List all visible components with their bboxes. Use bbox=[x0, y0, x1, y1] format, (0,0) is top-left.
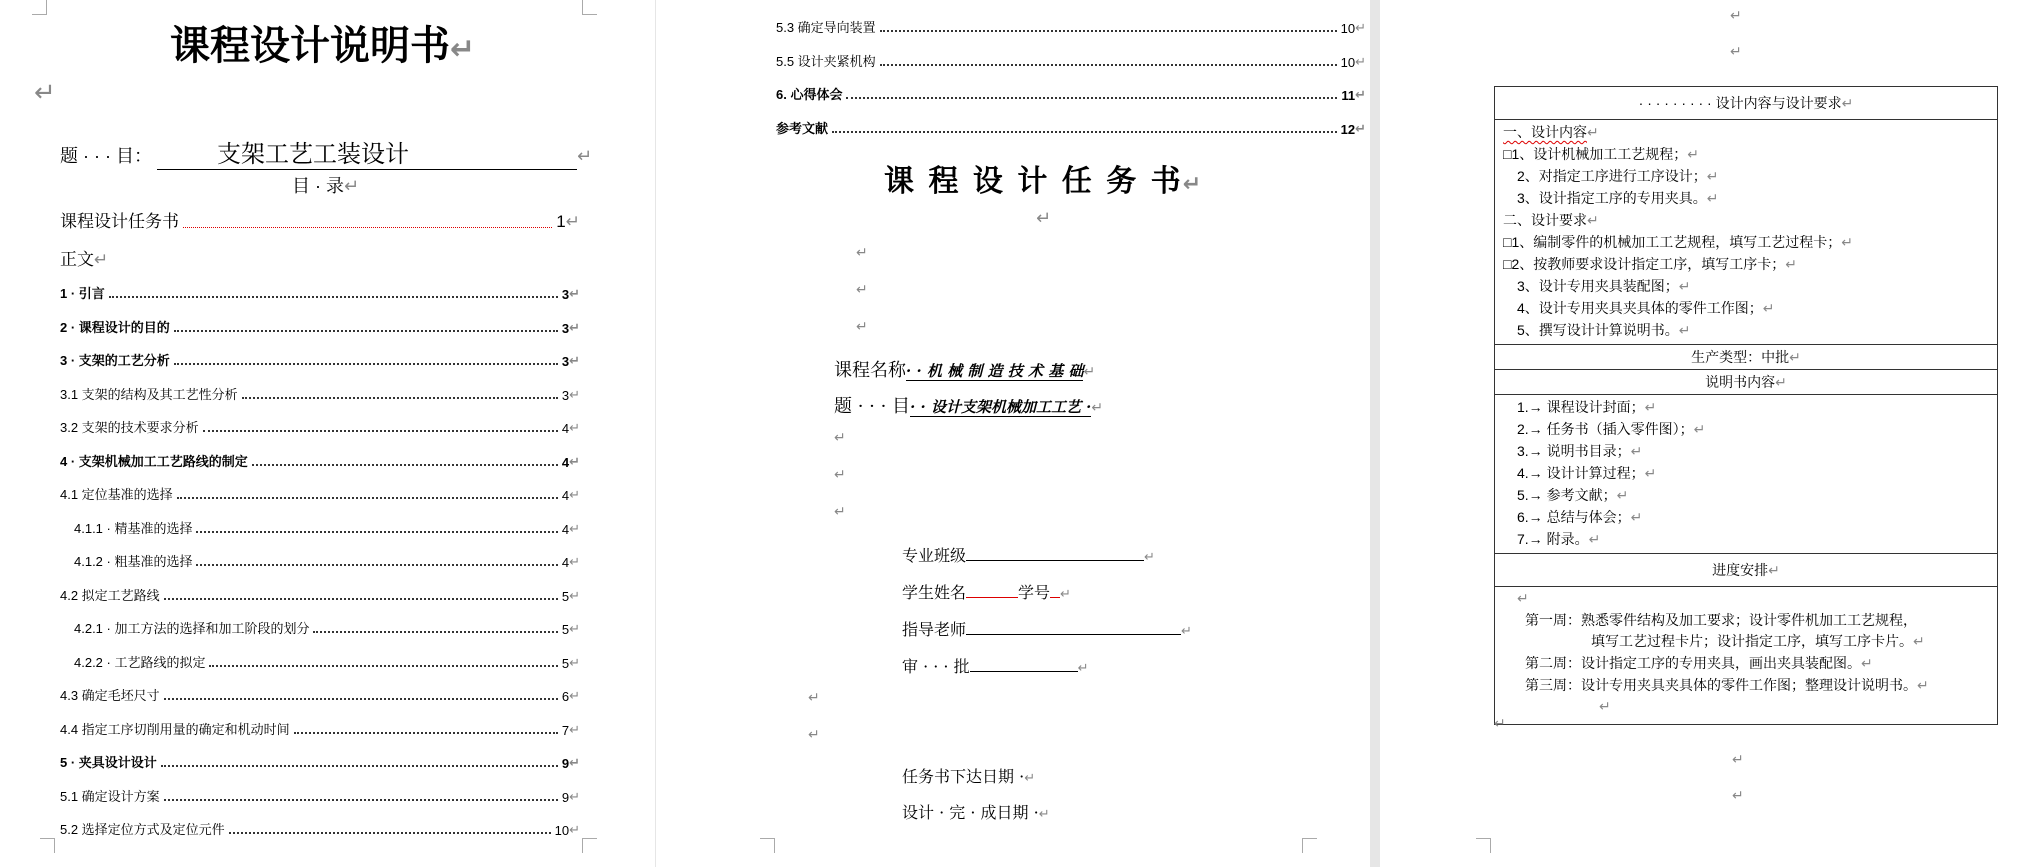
toc-entry-page: 3 bbox=[561, 354, 570, 369]
toc-entry-page: 11 bbox=[1341, 88, 1356, 103]
crop-mark bbox=[582, 0, 597, 15]
approve-line: 审 · · · 批 ↵ bbox=[902, 657, 1089, 676]
class-field[interactable] bbox=[966, 560, 1144, 561]
student-name-field[interactable] bbox=[966, 597, 1018, 598]
toc-entry-label: 4 · 支架机械加工工艺路线的制定 bbox=[60, 453, 248, 469]
content-item: □1、设计机械加工工艺规程；↵ bbox=[1503, 146, 1699, 163]
requirement-items bbox=[1503, 232, 1989, 342]
requirement-item: 5、撰写设计计算说明书。↵ bbox=[1517, 322, 1691, 339]
manual-heading-cell: 说明书内容↵ bbox=[1495, 370, 1998, 395]
toc-entry-label: 5.1 确定设计方案 bbox=[60, 788, 160, 804]
toc-entry[interactable]: 3 · 支架的工艺分析 3 ↵ bbox=[60, 347, 580, 369]
toc-entry-page: 4 bbox=[561, 454, 570, 470]
toc-entry[interactable]: 1 · 引言 3 ↵ bbox=[60, 280, 580, 302]
toc-entry[interactable]: 4.3 确定毛坯尺寸 6 ↵ bbox=[60, 682, 580, 704]
toc-entry-page: 4 bbox=[561, 421, 570, 436]
manual-item: 6.→ 总结与体会；↵ bbox=[1517, 509, 1643, 526]
toc-entry-label: 2 · 课程设计的目的 bbox=[60, 319, 170, 335]
requirements-table bbox=[1494, 86, 1998, 725]
paragraph-mark: ↵ bbox=[1494, 716, 1506, 732]
class-line: 专业班级 ↵ bbox=[902, 546, 1155, 565]
toc-entry[interactable]: 4.1.2 · 粗基准的选择 4 ↵ bbox=[60, 548, 580, 570]
toc-entry-page: 10 bbox=[1340, 21, 1356, 36]
content-items bbox=[1503, 144, 1989, 210]
crop-mark bbox=[40, 838, 55, 853]
toc-entry-label: 5.5 设计夹紧机构 bbox=[776, 53, 876, 69]
schedule-cell: ↵ 第一周：熟悉零件结构及加工要求；设计零件机加工工艺规程， 填写工艺过程卡片；设计指定工序，填写工序卡片。↵ 第二周：设计指定工序的专用夹具，画出夹具装配图。↵ 第三周：设计专用夹具夹具体的零件工作图；整理设计说明书。↵ ↵ bbox=[1495, 587, 1998, 725]
toc-entry-page: 12 bbox=[1340, 121, 1356, 137]
crop-mark bbox=[32, 0, 47, 15]
approve-field[interactable] bbox=[970, 671, 1078, 672]
requirement-item: 4、设计专用夹具夹具体的零件工作图；↵ bbox=[1517, 300, 1775, 317]
toc-entry-label: 4.2 拟定工艺路线 bbox=[60, 587, 160, 603]
document-title: 课程设计说明书↵ bbox=[170, 23, 476, 69]
toc-entry-page: 9 bbox=[561, 789, 570, 805]
toc-entry[interactable]: 3.1 支架的结构及其工艺性分析 3 ↵ bbox=[60, 381, 580, 403]
schedule-heading-cell: 进度安排↵ bbox=[1495, 554, 1998, 587]
toc-heading: 目 · 录↵ bbox=[292, 176, 360, 197]
toc-entry[interactable]: 5.3 确定导向装置 10 ↵ bbox=[776, 14, 1366, 36]
paragraph-mark: ↵ bbox=[834, 430, 846, 446]
toc-entry[interactable]: 4 · 支架机械加工工艺路线的制定 4 ↵ bbox=[60, 448, 580, 470]
paragraph-mark: ↵ bbox=[834, 504, 846, 520]
schedule-week-1: 第一周：熟悉零件结构及加工要求；设计零件机加工工艺规程， bbox=[1525, 612, 1917, 628]
toc-entry-label: 4.2.2 · 工艺路线的拟定 bbox=[74, 654, 206, 670]
manual-items bbox=[1517, 397, 1989, 551]
content-requirements-cell bbox=[1495, 120, 1998, 345]
paragraph-mark: ↵ bbox=[1730, 44, 1742, 60]
topic-line: 题 · · · 目： 支架工艺工装设计 ↵ bbox=[60, 134, 592, 170]
student-id-field[interactable] bbox=[1050, 597, 1060, 598]
student-line: 学生姓名 学号 ↵ bbox=[902, 583, 1071, 602]
toc-entry-label: 4.1.2 · 粗基准的选择 bbox=[74, 554, 193, 569]
document-page-2 bbox=[656, 0, 1370, 867]
paragraph-mark: ↵ bbox=[808, 690, 820, 706]
toc-entry[interactable]: 4.2 拟定工艺路线 5 ↵ bbox=[60, 582, 580, 604]
schedule-week-2: 第二周：设计指定工序的专用夹具，画出夹具装配图。↵ bbox=[1525, 655, 1873, 672]
toc-entry-page: 3 bbox=[561, 287, 570, 302]
toc-entry-page: 3 bbox=[561, 387, 570, 403]
table-title-cell: · · · · · · · · · 设计内容与设计要求↵ bbox=[1495, 87, 1998, 120]
manual-items-cell bbox=[1495, 395, 1998, 554]
toc-entry-page: 6 bbox=[561, 689, 570, 704]
toc-entry[interactable]: 5 · 夹具设计设计 9 ↵ bbox=[60, 749, 580, 771]
toc-entry-page: 9 bbox=[561, 756, 570, 771]
requirement-item: □2、按教师要求设计指定工序，填写工序卡；↵ bbox=[1503, 256, 1797, 273]
crop-mark bbox=[760, 838, 775, 853]
production-type-cell: 生产类型：中批↵ bbox=[1495, 345, 1998, 370]
manual-item: 4.→ 设计计算过程；↵ bbox=[1517, 465, 1657, 482]
manual-item: 1.→ 课程设计封面；↵ bbox=[1517, 399, 1657, 416]
toc-entry-page: 5 bbox=[561, 655, 570, 671]
toc-entry[interactable]: 5.1 确定设计方案 9 ↵ bbox=[60, 783, 580, 805]
task-topic-value: · · 设计支架机械加工工艺 · bbox=[910, 398, 1092, 416]
toc-entry-label: 4.3 确定毛坯尺寸 bbox=[60, 688, 160, 703]
manual-item: 3.→ 说明书目录；↵ bbox=[1517, 443, 1643, 460]
toc-body-heading: 正文↵ bbox=[60, 250, 109, 270]
toc-entry-label: 1 · 引言 bbox=[60, 286, 105, 301]
toc-entry-page: 10 bbox=[1340, 54, 1356, 70]
paragraph-mark: ↵ bbox=[856, 245, 868, 261]
toc-entry[interactable]: 4.2.1 · 加工方法的选择和加工阶段的划分 5 ↵ bbox=[60, 615, 580, 637]
paragraph-mark: ↵ bbox=[1732, 788, 1744, 804]
toc-entry[interactable]: 2 · 课程设计的目的 3 ↵ bbox=[60, 314, 580, 336]
teacher-line: 指导老师 ↵ bbox=[902, 620, 1192, 639]
toc-entry-label: 4.2.1 · 加工方法的选择和加工阶段的划分 bbox=[74, 621, 310, 636]
content-item: 3、设计指定工序的专用夹具。↵ bbox=[1517, 190, 1719, 207]
content-heading: 一、设计内容↵ bbox=[1503, 124, 1599, 141]
paragraph-mark: ↵ bbox=[1730, 8, 1742, 24]
toc-entry[interactable]: 4.1 定位基准的选择 4 ↵ bbox=[60, 481, 580, 503]
toc-entry-page: 4 bbox=[561, 488, 570, 503]
content-item: 2、对指定工序进行工序设计；↵ bbox=[1517, 168, 1719, 185]
toc-entry[interactable]: 4.2.2 · 工艺路线的拟定 5 ↵ bbox=[60, 649, 580, 671]
teacher-field[interactable] bbox=[966, 634, 1181, 635]
paragraph-mark: ↵ bbox=[856, 282, 868, 298]
toc-entry[interactable]: 5.2 选择定位方式及定位元件 10 ↵ bbox=[60, 816, 580, 838]
document-page-1 bbox=[0, 0, 655, 867]
finish-date-line: 设计 · 完 · 成日期 ·↵ bbox=[902, 803, 1050, 822]
toc-entry-label: 5.3 确定导向装置 bbox=[776, 20, 876, 35]
paragraph-mark: ↵ bbox=[1732, 752, 1744, 768]
crop-mark bbox=[1302, 838, 1317, 853]
manual-item: 5.→ 参考文献；↵ bbox=[1517, 487, 1629, 504]
paragraph-mark: ↵ bbox=[808, 727, 820, 743]
toc-entry-page: 5 bbox=[561, 622, 570, 637]
toc-entry-label: 3.1 支架的结构及其工艺性分析 bbox=[60, 386, 238, 402]
toc-entry-page: 5 bbox=[561, 588, 570, 604]
toc-entry[interactable]: 4.1.1 · 精基准的选择 4 ↵ bbox=[60, 515, 580, 537]
toc-entry-page: 4 bbox=[561, 521, 570, 537]
toc-entry[interactable]: 3.2 支架的技术要求分析 4 ↵ bbox=[60, 414, 580, 436]
toc-entry-page: 7 bbox=[561, 722, 570, 738]
paragraph-mark: ↵ bbox=[856, 319, 868, 335]
requirement-item: □1、编制零件的机械加工工艺规程，填写工艺过程卡；↵ bbox=[1503, 234, 1853, 251]
toc-entry[interactable]: 5.5 设计夹紧机构 10 ↵ bbox=[776, 48, 1366, 70]
paragraph-mark: ↵ bbox=[34, 78, 56, 108]
toc-entry[interactable]: 参考文献 12 ↵ bbox=[776, 115, 1366, 137]
document-page-3 bbox=[1380, 0, 2019, 867]
toc-entry-label: 5.2 选择定位方式及定位元件 bbox=[60, 822, 225, 837]
paragraph-mark: ↵ bbox=[1036, 208, 1052, 229]
crop-mark bbox=[582, 838, 597, 853]
requirements-heading: 二、设计要求↵ bbox=[1503, 212, 1599, 229]
manual-item: 7.→ 附录。↵ bbox=[1517, 531, 1601, 548]
task-topic-line: 题 · · · 目· · 设计支架机械加工工艺 ·↵ bbox=[834, 396, 1104, 417]
course-line: 课程名称· · 机 械 制 造 技 术 基 础↵ bbox=[834, 360, 1096, 381]
schedule-week-3: 第三周：设计专用夹具夹具体的零件工作图；整理设计说明书。↵ bbox=[1525, 677, 1929, 694]
toc-entry-label: 4.4 指定工序切削用量的确定和机动时间 bbox=[60, 721, 290, 737]
toc-entry-label: 3.2 支架的技术要求分析 bbox=[60, 420, 199, 435]
toc-entry[interactable]: 6. 心得体会 11 ↵ bbox=[776, 81, 1366, 103]
toc-task-entry[interactable]: 课程设计任务书 1 ↵ bbox=[60, 212, 580, 232]
requirement-item: 3、设计专用夹具装配图；↵ bbox=[1517, 278, 1691, 295]
topic-value: 支架工艺工装设计 bbox=[157, 134, 577, 170]
toc-entry[interactable]: 4.4 指定工序切削用量的确定和机动时间 7 ↵ bbox=[60, 716, 580, 738]
manual-item: 2.→ 任务书（插入零件图）；↵ bbox=[1517, 421, 1706, 438]
toc-entry-page: 3 bbox=[561, 320, 570, 336]
task-title: 课 程 设 计 任 务 书↵ bbox=[884, 164, 1204, 199]
toc-entry-page: 10 bbox=[554, 823, 570, 838]
crop-mark bbox=[1476, 838, 1491, 853]
toc-entry-label: 6. 心得体会 bbox=[776, 87, 843, 102]
schedule-week-1-cont: 填写工艺过程卡片；设计指定工序，填写工序卡片。↵ bbox=[1591, 633, 1925, 650]
toc-entry-label: 4.1.1 · 精基准的选择 bbox=[74, 520, 193, 536]
issue-date-line: 任务书下达日期 ·↵ bbox=[902, 767, 1036, 786]
paragraph-mark: ↵ bbox=[834, 467, 846, 483]
toc-entry-label: 3 · 支架的工艺分析 bbox=[60, 353, 170, 368]
course-value: · · 机 械 制 造 技 术 基 础 bbox=[906, 362, 1084, 380]
toc-entry-page: 4 bbox=[561, 555, 570, 570]
toc-entry-label: 4.1 定位基准的选择 bbox=[60, 487, 173, 502]
toc-entry-label: 参考文献 bbox=[776, 120, 829, 136]
toc-entry-label: 5 · 夹具设计设计 bbox=[60, 755, 157, 770]
